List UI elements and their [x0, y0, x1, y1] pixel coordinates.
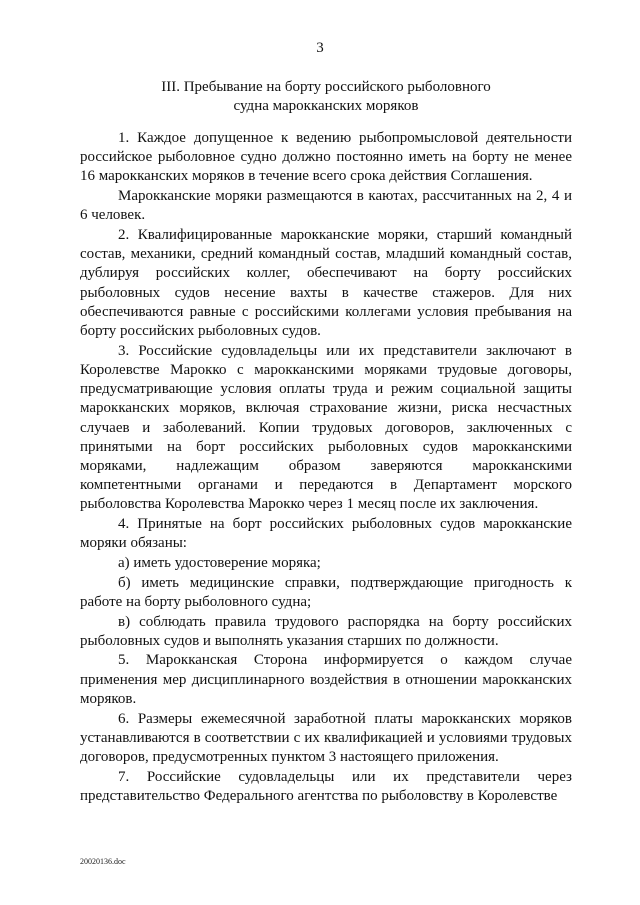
paragraph-7: 7. Российские судовладельцы или их представители через представительство Федерального агентства по рыболовству в Королевстве — [80, 768, 572, 804]
section-heading — [80, 78, 572, 116]
paragraph-1: 1. Каждое допущенное к ведению рыбопромысловой деятельности российское рыболовное судно должно постоянно иметь на борту не менее 16 марокканских моряков в течение всего срока действия Соглашения. — [80, 130, 572, 185]
paragraph-5: 5. Марокканская Сторона информируется о каждом случае применения мер дисциплинарного воздействия в отношении марокканских моряков. — [80, 652, 572, 707]
paragraph-4-item-a: а) иметь удостоверение моряка; — [118, 554, 321, 571]
footer-file-name: 20020136.doc — [80, 857, 126, 866]
paragraph-2: 2. Квалифицированные марокканские моряки, старший командный состав, механики, средний командный состав, младший командный состав, дублируя российских коллег, обеспечивают на борту российских рыболовных судов несение вахты в качестве стажеров. Для них обеспечиваются равные с российскими коллегами условия пребывания на борту российских рыболовных судов. — [80, 227, 572, 340]
page-number: 3 — [316, 40, 324, 56]
paragraph-4-item-b: б) иметь медицинские справки, подтверждающие пригодность к работе на борту рыболовного судна; — [80, 574, 572, 610]
paragraph-1-cabins: Марокканские моряки размещаются в каютах, рассчитанных на 2, 4 и 6 человек. — [80, 188, 572, 224]
paragraph-4: 4. Принятые на борт российских рыболовных судов марокканские моряки обязаны: — [80, 516, 572, 552]
paragraph-4-item-c: в) соблюдать правила трудового распорядка на борту российских рыболовных судов и выполнять указания старших по должности. — [80, 613, 572, 649]
document-body — [80, 129, 572, 807]
section-heading-line-1: III. Пребывание на борту российского рыболовного — [161, 79, 491, 95]
paragraph-3: 3. Российские судовладельцы или их представители заключают в Королевстве Марокко с марокканскими моряками трудовые договоры, предусматривающие условия оплаты труда и режим социальной защиты марокканских моряков, включая страхование жизни, риска несчастных случаев и заболеваний. Копии трудовых договоров, заключенных с принятыми на борт российских рыболовных судов марокканскими моряками, надлежащим образом заверяются марокканскими компетентными органами и передаются в Департамент морского рыболовства Королевства Марокко через 1 месяц после их заключения. — [80, 342, 572, 513]
section-heading-line-2: судна марокканских моряков — [233, 98, 419, 114]
paragraph-6: 6. Размеры ежемесячной заработной платы марокканских моряков устанавливаются в соответствии с их квалификацией и условиями трудовых договоров, предусмотренных пунктом 3 настоящего приложения. — [80, 710, 572, 765]
